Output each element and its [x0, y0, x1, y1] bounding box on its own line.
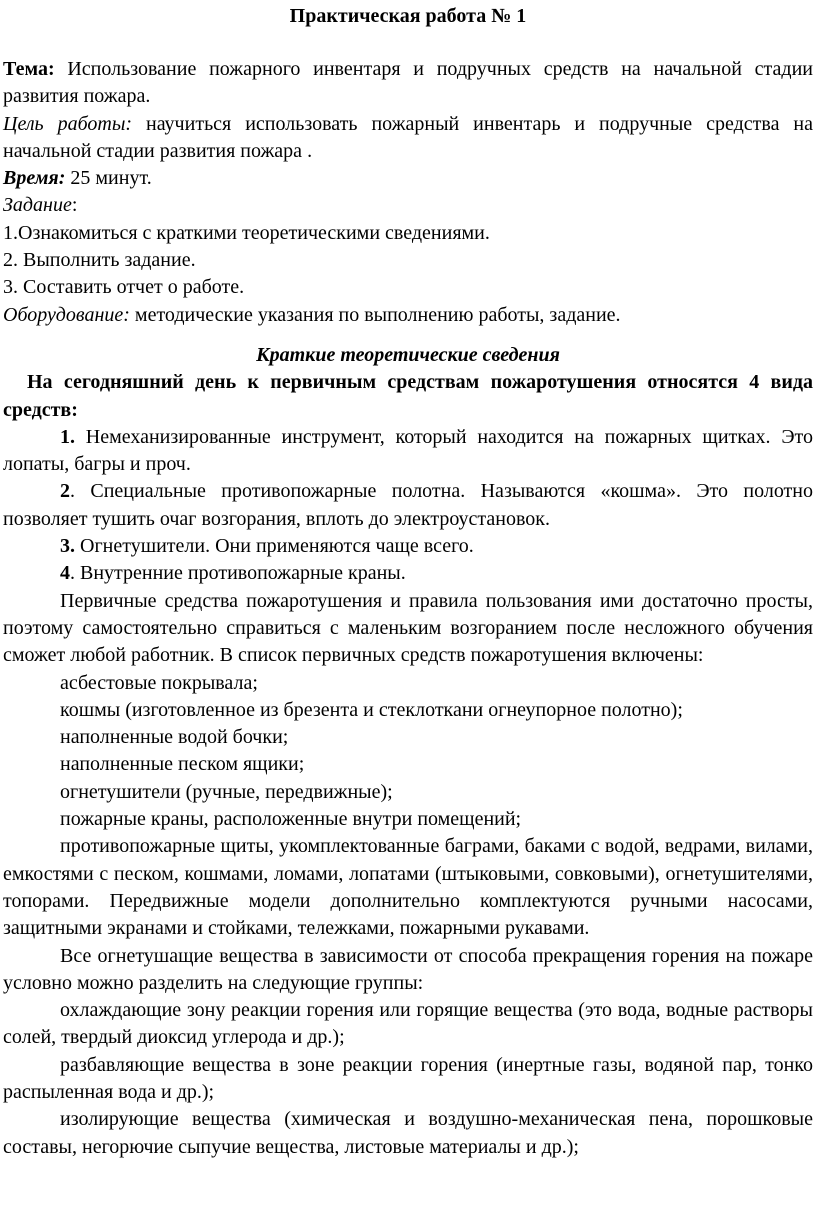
- item-number: 1.: [60, 425, 75, 448]
- group-item: охлаждающие зону реакции горения или горящие вещества (это вода, водные растворы солей, твердый диоксид углерода и др.);: [3, 999, 813, 1049]
- shields-paragraph: противопожарные щиты, укомплектованные баграми, баками с водой, ведрами, вилами, емкостями с песком, кошмами, ломами, лопатами (штыковыми, совковыми), огнетушителями, топорами. Передвижные модели дополнительно комплектуются ручными насосами, защитными экранами и стойками, тележками, пожарными рукавами.: [3, 835, 813, 940]
- numbered-item: [3, 478, 813, 533]
- section-heading: Краткие теоретические сведения: [256, 343, 560, 366]
- numbered-item: [3, 533, 813, 560]
- page-title: Практическая работа № 1: [289, 5, 527, 27]
- task-item: 3. Составить отчет о работе.: [3, 276, 245, 299]
- goal-text: научиться использовать пожарный инвентарь и подручные средства на начальной стадии развития пожара .: [3, 112, 813, 162]
- equipment-text: методические указания по выполнению работы, задание.: [129, 303, 621, 326]
- task-heading: [3, 192, 813, 219]
- equipment-line: [3, 302, 813, 329]
- item-text: Немеханизированные инструмент, который находится на пожарных щитках. Это лопаты, багры и проч.: [3, 425, 813, 476]
- item-number: 2: [60, 480, 70, 503]
- task-item: 1.Ознакомиться с краткими теоретическими сведениями.: [3, 221, 490, 244]
- intro-paragraph: На сегодняшний день к первичным средствам пожаротушения относятся 4 вида средств:: [3, 371, 813, 421]
- group-item: изолирующие вещества (химическая и воздушно-механическая пена, порошковые составы, негорючие сыпучие вещества, листовые материалы и др.);: [3, 1108, 813, 1158]
- numbered-item: [3, 560, 813, 587]
- equipment-label: Оборудование:: [3, 303, 130, 326]
- body-paragraph: Все огнетушащие вещества в зависимости от способа прекращения горения на пожаре условно можно разделить на следующие группы:: [3, 944, 813, 994]
- item-number: 3.: [60, 535, 75, 558]
- item-text: . Специальные противопожарные полотна. Называются «кошма». Это полотно позволяет тушить очаг возгорания, вплоть до электроустановок.: [3, 480, 813, 530]
- item-text: . Внутренние противопожарные краны.: [70, 562, 406, 585]
- task-item: 2. Выполнить задание.: [3, 249, 196, 272]
- item-text: Огнетушители. Они применяются чаще всего.: [75, 535, 474, 558]
- goal-line: [3, 111, 813, 166]
- goal-label: Цель работы:: [3, 112, 133, 135]
- list-item: асбестовые покрывала;: [60, 671, 258, 694]
- time-line: [3, 165, 813, 192]
- numbered-item: [3, 424, 813, 479]
- list-item: пожарные краны, расположенные внутри помещений;: [60, 808, 522, 831]
- task-colon: :: [71, 194, 78, 217]
- list-item: наполненные песком ящики;: [60, 753, 305, 776]
- topic-line: [3, 56, 813, 111]
- list-item: кошмы (изготовленное из брезента и стеклоткани огнеупорное полотно);: [60, 698, 683, 721]
- task-label: Задание: [3, 194, 72, 217]
- topic-label: Тема:: [3, 58, 55, 80]
- list-item: огнетушители (ручные, передвижные);: [60, 780, 393, 803]
- time-label: Время:: [3, 167, 66, 190]
- list-item: наполненные водой бочки;: [60, 726, 289, 749]
- item-number: 4: [60, 562, 70, 585]
- topic-text: Использование пожарного инвентаря и подручных средств на начальной стадии развития пожара.: [3, 58, 813, 108]
- means-list: [3, 670, 813, 834]
- time-text: 25 минут.: [65, 167, 152, 190]
- body-paragraph: Первичные средства пожаротушения и правила пользования ими достаточно просты, поэтому самостоятельно справиться с маленьким возгоранием после несложного обучения сможет любой работник. В список первичных средств пожаротушения включены:: [3, 589, 813, 667]
- group-item: разбавляющие вещества в зоне реакции горения (инертные газы, водяной пар, тонко распыленная вода и др.);: [3, 1053, 813, 1103]
